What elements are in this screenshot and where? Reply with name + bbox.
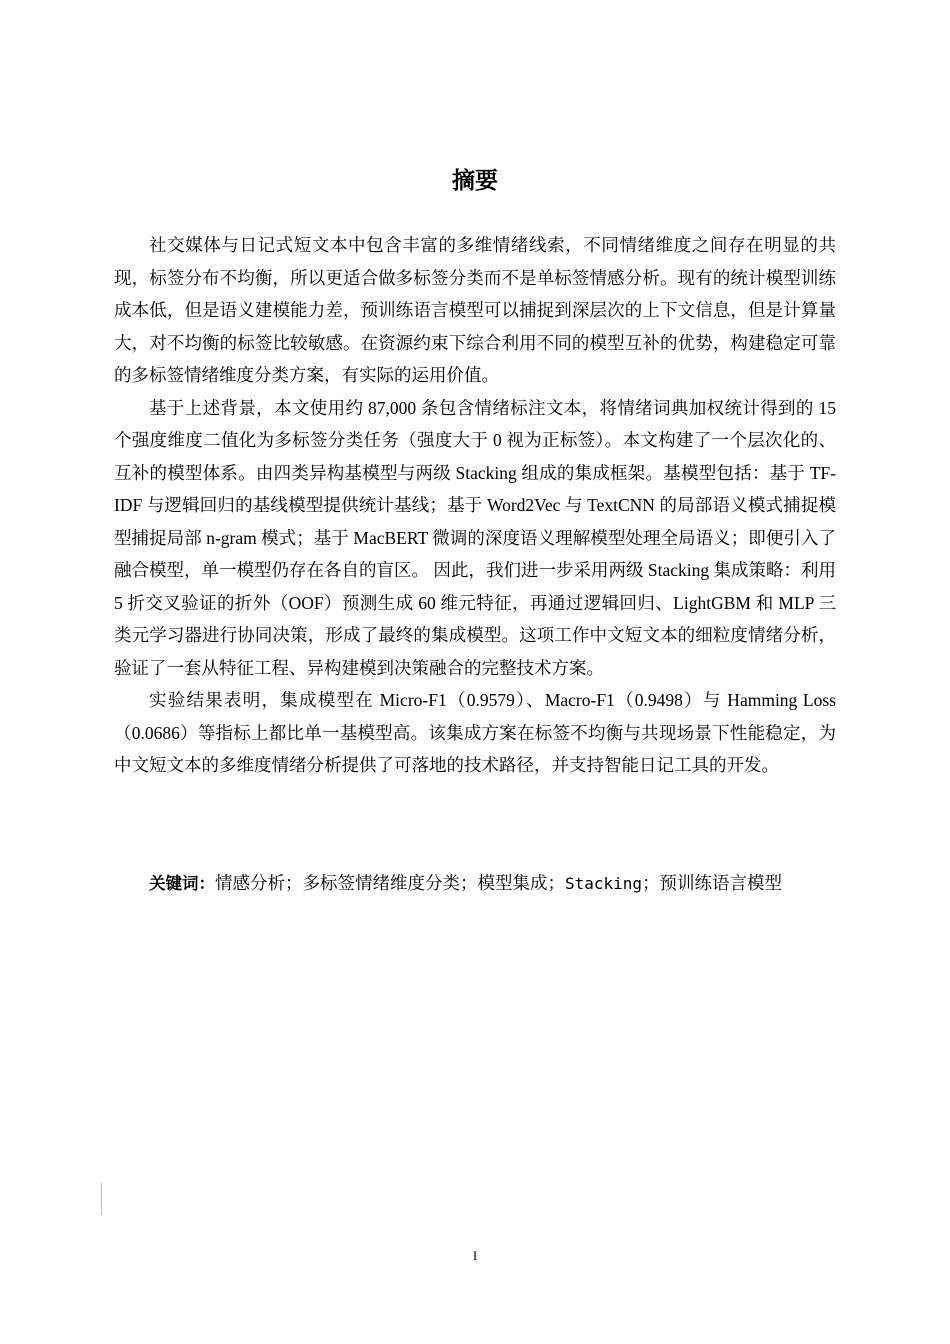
keywords-label: 关键词： <box>149 874 215 893</box>
abstract-paragraph-3: 实验结果表明，集成模型在 Micro-F1（0.9579）、Macro-F1（0.9498）与 Hamming Loss（0.0686）等指标上都比单一基模型高。该集成方案在标签不均衡与共现场景下性能稳定，为中文短文本的多维度情绪分析提供了可落地的技术路径，并支持智能日记工具的开发。 <box>114 690 836 775</box>
margin-mark <box>101 1183 102 1215</box>
abstract-title: 摘要 <box>452 168 498 194</box>
abstract-paragraph-2: 基于上述背景，本文使用约 87,000 条包含情绪标注文本，将情绪词典加权统计得到的 15 个强度维度二值化为多标签分类任务（强度大于 0 视为正标签）。本文构建了一个层次化的、互补的模型体系。由四类异构基模型与两级 Stacking 组成的集成框架。基模型包括：基于 TF-IDF 与逻辑回归的基线模型提供统计基线；基于 Word2Vec 与 TextCNN 的局部语义模式捕捉模型捕捉局部 n-gram 模式；基于 MacBERT 微调的深度语义理解模型处理全局语义；即便引入了融合模型，单一模型仍存在各自的盲区。 因此，我们进一步采用两级 Stacking 集成策略：利用 5 折交叉验证的折外（OOF）预测生成 60 维元特征，再通过逻辑回归、LightGBM 和 MLP 三类元学习器进行协同决策，形成了最终的集成模型。这项工作中文短文本的细粒度情绪分析，验证了一套从特征工程、异构建模到决策融合的完整技术方案。 <box>114 397 836 678</box>
abstract-body <box>114 229 836 782</box>
page-number: I <box>472 1248 478 1263</box>
keywords-line <box>149 867 849 900</box>
abstract-paragraph-1: 社交媒体与日记式短文本中包含丰富的多维情绪线索，不同情绪维度之间存在明显的共现，标签分布不均衡，所以更适合做多标签分类而不是单标签情感分析。现有的统计模型训练成本低，但是语义建模能力差，预训练语言模型可以捕捉到深层次的上下文信息，但是计算量大，对不均衡的标签比较敏感。在资源约束下综合利用不同的模型互补的优势，构建稳定可靠的多标签情绪维度分类方案，有实际的运用价值。 <box>114 235 836 385</box>
keywords-list-part-1: 情感分析；多标签情绪维度分类；模型集成； <box>215 873 565 893</box>
keywords-list-part-2: ；预训练语言模型 <box>642 873 783 893</box>
keyword-stacking: Stacking <box>565 874 643 893</box>
